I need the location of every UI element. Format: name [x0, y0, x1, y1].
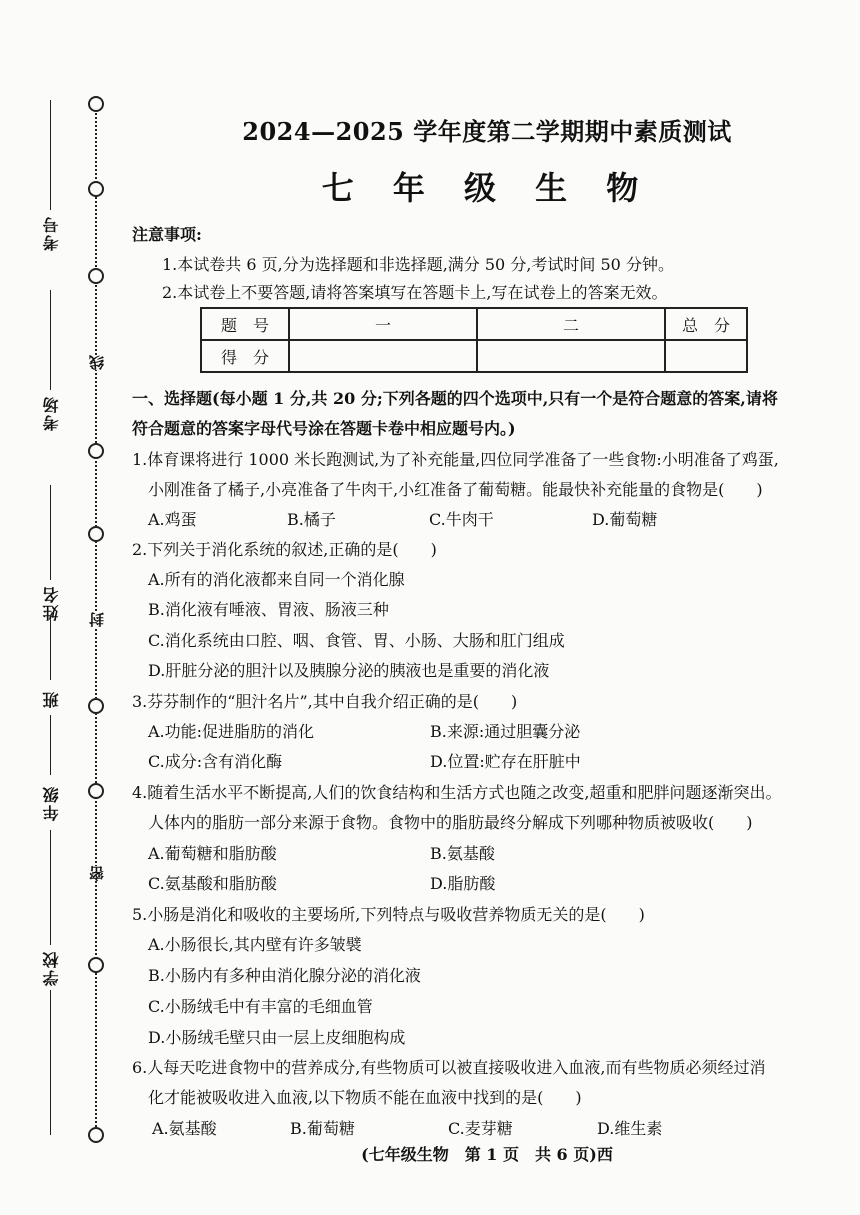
exam-subject: 七 年 级 生 物: [321, 169, 653, 207]
score-table-row: [201, 308, 747, 340]
score-table-cell: [289, 340, 477, 372]
binding-hole: [88, 698, 104, 714]
exam-title: 2024—2025 学年度第二学期期中素质测试: [242, 117, 732, 146]
option: C.麦芽糖: [448, 1119, 513, 1138]
score-table-row: [201, 340, 747, 372]
question-stem: 3.芬芬制作的“胆汁名片”,其中自我介绍正确的是( ): [132, 692, 518, 711]
option: C.成分:含有消化酶: [148, 752, 283, 771]
score-table-cell: 题 号: [201, 308, 289, 340]
fill-line: [50, 620, 51, 680]
page-footer: (七年级生物 第 1 页 共 6 页)西: [361, 1145, 613, 1164]
binding-hole: [88, 957, 104, 973]
binding-hole: [88, 783, 104, 799]
option: A.葡萄糖和脂肪酸: [148, 844, 277, 863]
option: A.功能:促进脂肪的消化: [148, 722, 315, 741]
score-table-cell: [477, 340, 665, 372]
binding-margin: [0, 0, 120, 1215]
option: B.小肠内有多种由消化腺分泌的消化液: [148, 966, 421, 985]
seal-char-seal: 封: [88, 612, 106, 627]
option: C.小肠绒毛中有丰富的毛细血管: [148, 997, 373, 1016]
option: B.氨基酸: [430, 844, 495, 863]
label-class: 班: [42, 690, 61, 708]
label-name: 姓名: [42, 585, 61, 621]
option: B.消化液有唾液、胃液、肠液三种: [148, 600, 389, 619]
seal-char-secret: 密: [88, 866, 106, 881]
fill-line: [50, 990, 51, 1135]
option: D.肝脏分泌的胆汁以及胰腺分泌的胰液也是重要的消化液: [148, 661, 550, 680]
score-table-cell: 二: [477, 308, 665, 340]
section-heading: 符合题意的答案字母代号涂在答题卡卷中相应题号内。): [132, 419, 516, 438]
binding-hole: [88, 526, 104, 542]
binding-hole: [88, 443, 104, 459]
fill-line: [50, 715, 51, 775]
question-stem: 小刚准备了橘子,小亮准备了牛肉干,小红准备了葡萄糖。能最快补充能量的食物是( ): [148, 480, 763, 499]
option: A.所有的消化液都来自同一个消化腺: [148, 570, 405, 589]
score-table-cell: 总 分: [665, 308, 747, 340]
label-exam-number: 考号: [42, 215, 61, 251]
question-stem: 4.随着生活水平不断提高,人们的饮食结构和生活方式也随之改变,超重和肥胖问题逐渐突出。: [132, 783, 782, 802]
question-stem: 5.小肠是消化和吸收的主要场所,下列特点与吸收营养物质无关的是( ): [132, 905, 645, 924]
option: D.维生素: [597, 1119, 663, 1138]
fill-line: [50, 830, 51, 945]
option: D.小肠绒毛壁只由一层上皮细胞构成: [148, 1028, 406, 1047]
score-table: [200, 307, 748, 373]
option: A.鸡蛋: [148, 510, 197, 529]
binding-hole: [88, 181, 104, 197]
notice-item: 1.本试卷共 6 页,分为选择题和非选择题,满分 50 分,考试时间 50 分钟。: [162, 255, 674, 274]
option: C.牛肉干: [429, 510, 494, 529]
section-heading: 一、选择题(每小题 1 分,共 20 分;下列各题的四个选项中,只有一个是符合题意的答案,请将: [132, 389, 778, 408]
question-stem: 1.体育课将进行 1000 米长跑测试,为了补充能量,四位同学准备了一些食物:小明准备了鸡蛋,: [132, 450, 779, 469]
option: C.氨基酸和脂肪酸: [148, 874, 277, 893]
option: B.来源:通过胆囊分泌: [430, 722, 581, 741]
label-exam-room: 考场: [42, 395, 61, 431]
label-grade: 年级: [42, 785, 61, 821]
option: D.位置:贮存在肝脏中: [430, 752, 581, 771]
binding-hole: [88, 1127, 104, 1143]
fill-line: [50, 100, 51, 210]
label-school: 学校: [42, 950, 61, 986]
option: B.葡萄糖: [290, 1119, 355, 1138]
seal-char-line: 线: [88, 355, 106, 370]
score-table-cell: 得 分: [201, 340, 289, 372]
option: C.消化系统由口腔、咽、食管、胃、小肠、大肠和肛门组成: [148, 631, 565, 650]
binding-hole: [88, 96, 104, 112]
question-stem: 人体内的脂肪一部分来源于食物。食物中的脂肪最终分解成下列哪种物质被吸收( ): [148, 813, 753, 832]
question-stem: 2.下列关于消化系统的叙述,正确的是( ): [132, 540, 437, 559]
option: D.脂肪酸: [430, 874, 496, 893]
question-stem: 6.人每天吃进食物中的营养成分,有些物质可以被直接吸收进入血液,而有些物质必须经过消: [132, 1058, 766, 1077]
option: D.葡萄糖: [592, 510, 658, 529]
option: B.橘子: [287, 510, 336, 529]
notice-heading: 注意事项:: [132, 225, 202, 244]
option: A.小肠很长,其内壁有许多皱襞: [148, 935, 362, 954]
fill-line: [50, 485, 51, 580]
exam-page: [132, 0, 842, 1215]
score-table-cell: 一: [289, 308, 477, 340]
score-table-cell: [665, 340, 747, 372]
fill-line: [50, 290, 51, 390]
notice-item: 2.本试卷上不要答题,请将答案填写在答题卡上,写在试卷上的答案无效。: [162, 283, 668, 302]
question-stem: 化才能被吸收进入血液,以下物质不能在血液中找到的是( ): [148, 1088, 582, 1107]
binding-hole: [88, 268, 104, 284]
option: A.氨基酸: [152, 1119, 217, 1138]
